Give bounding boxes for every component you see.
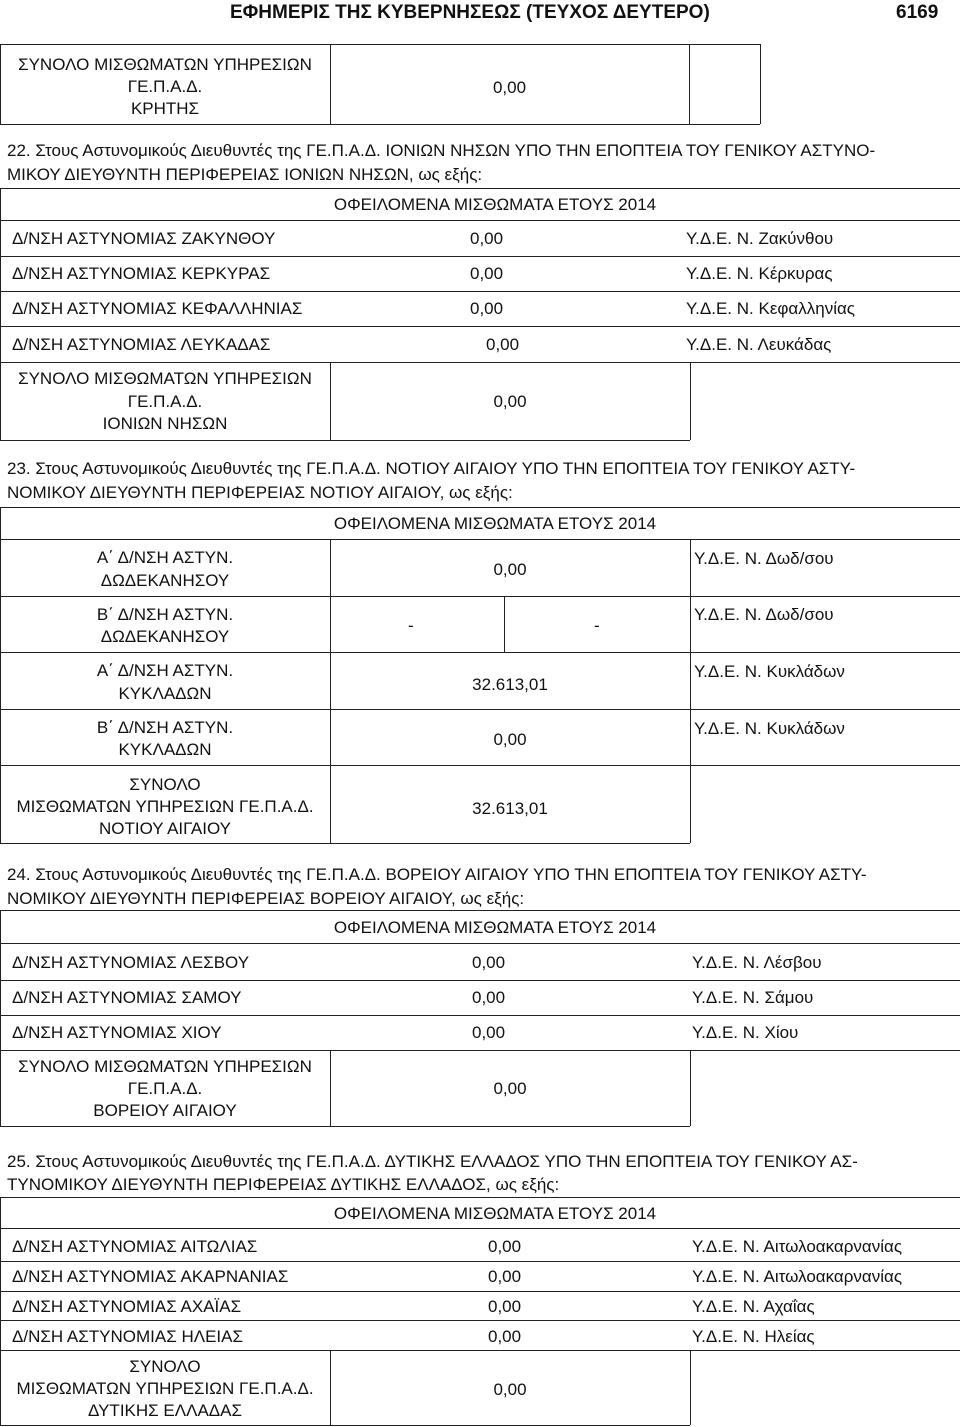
table-row-name: Δ/ΝΣΗ ΑΣΤΥΝΟΜΙΑΣ ΧΙΟΥ — [12, 1023, 222, 1042]
table-row-amount: 0,00 — [470, 264, 504, 283]
table-row-amount: 0,00 — [470, 299, 504, 318]
section-25-heading: ΤΥΝΟΜΙΚΟΥ ΔΙΕΥΘΥΝΤΗ ΠΕΡΙΦΕΡΕΙΑΣ ΔΥΤΙΚΗΣ ΕΛΛΑΔΟΣ, ως εξής: — [7, 1175, 560, 1194]
table-row-amount: 0,00 — [488, 1237, 522, 1256]
table-row-amount: 32.613,01 — [472, 675, 548, 694]
table-row-office: Υ.Δ.Ε. Ν. Κέρκυρας — [686, 264, 833, 283]
section-23-total-label: ΜΙΣΘΩΜΑΤΩΝ ΥΠΗΡΕΣΙΩΝ ΓΕ.Π.Α.Δ. — [16, 797, 314, 816]
table-row-name: Δ/ΝΣΗ ΑΣΤΥΝΟΜΙΑΣ ΛΕΣΒΟΥ — [12, 953, 250, 972]
table-row-name: Δ/ΝΣΗ ΑΣΤΥΝΟΜΙΑΣ ΚΕΦΑΛΛΗΝΙΑΣ — [12, 299, 303, 318]
table-row-office: Υ.Δ.Ε. Ν. Αιτωλοακαρνανίας — [692, 1237, 903, 1256]
section-22-total-value: 0,00 — [493, 392, 527, 411]
table-row-office: Υ.Δ.Ε. Ν. Χίου — [692, 1023, 799, 1042]
section-25-column-header: ΟΦΕΙΛΟΜΕΝΑ ΜΙΣΘΩΜΑΤΑ ΕΤΟΥΣ 2014 — [333, 1204, 657, 1223]
crete-total-label: ΚΡΗΤΗΣ — [130, 99, 200, 118]
table-row-amount: 0,00 — [472, 1023, 506, 1042]
table-row-name: Δ/ΝΣΗ ΑΣΤΥΝΟΜΙΑΣ ΑΚΑΡΝΑΝΙΑΣ — [12, 1267, 289, 1286]
section-25-total-label: ΣΥΝΟΛΟ — [129, 1357, 201, 1376]
section-25-heading: 25. Στους Αστυνομικούς Διευθυντές της ΓΕ.Π.Α.Δ. ΔΥΤΙΚΗΣ ΕΛΛΑΔΟΣ ΥΠΟ ΤΗΝ ΕΠΟΠΤΕΙΑ ΤΟΥ ΓΕΝΙΚΟΥ ΑΣ- — [7, 1152, 858, 1171]
table-row-amount: 0,00 — [488, 1327, 522, 1346]
section-23-heading: 23. Στους Αστυνομικούς Διευθυντές της ΓΕ.Π.Α.Δ. ΝΟΤΙΟΥ ΑΙΓΑΙΟΥ ΥΠΟ ΤΗΝ ΕΠΟΠΤΕΙΑ ΤΟΥ ΓΕΝΙΚΟΥ ΑΣΤΥ- — [7, 459, 856, 478]
table-row-amount: 0,00 — [488, 1297, 522, 1316]
table-row-amount: 0,00 — [488, 1267, 522, 1286]
table-row-name: Δ/ΝΣΗ ΑΣΤΥΝΟΜΙΑΣ ΑΧΑΪΑΣ — [12, 1297, 242, 1316]
section-23-total-value: 32.613,01 — [472, 799, 548, 818]
section-23-total-label: ΣΥΝΟΛΟ — [129, 775, 201, 794]
table-row-name: Δ/ΝΣΗ ΑΣΤΥΝΟΜΙΑΣ ΛΕΥΚΑΔΑΣ — [12, 335, 271, 354]
section-23-column-header: ΟΦΕΙΛΟΜΕΝΑ ΜΙΣΘΩΜΑΤΑ ΕΤΟΥΣ 2014 — [333, 514, 657, 533]
section-22-total-label: ΓΕ.Π.Α.Δ. — [127, 392, 203, 411]
section-23-heading: ΝΟΜΙΚΟΥ ΔΙΕΥΘΥΝΤΗ ΠΕΡΙΦΕΡΕΙΑΣ ΝΟΤΙΟΥ ΑΙΓΑΙΟΥ, ως εξής: — [7, 483, 513, 502]
table-row-office: Υ.Δ.Ε. Ν. Ζακύνθου — [686, 229, 834, 248]
table-row-office: Υ.Δ.Ε. Ν. Ηλείας — [692, 1327, 815, 1346]
section-22-heading: 22. Στους Αστυνομικούς Διευθυντές της ΓΕ.Π.Α.Δ. ΙΟΝΙΩΝ ΝΗΣΩΝ ΥΠΟ ΤΗΝ ΕΠΟΠΤΕΙΑ ΤΟΥ ΓΕΝΙΚΟΥ ΑΣΤΥΝΟ- — [7, 141, 876, 160]
table-row-office: Υ.Δ.Ε. Ν. Κυκλάδων — [694, 662, 845, 681]
gazette-title: ΕΦΗΜΕΡΙΣ ΤΗΣ ΚΥΒΕΡΝΗΣΕΩΣ (ΤΕΥΧΟΣ ΔΕΥΤΕΡΟ) — [230, 2, 710, 23]
section-22-column-header: ΟΦΕΙΛΟΜΕΝΑ ΜΙΣΘΩΜΑΤΑ ΕΤΟΥΣ 2014 — [333, 195, 657, 214]
table-row-name: Α΄ Δ/ΝΣΗ ΑΣΤΥΝ. — [96, 661, 234, 680]
section-24-heading: 24. Στους Αστυνομικούς Διευθυντές της ΓΕ.Π.Α.Δ. ΒΟΡΕΙΟΥ ΑΙΓΑΙΟΥ ΥΠΟ ΤΗΝ ΕΠΟΠΤΕΙΑ ΤΟΥ ΓΕΝΙΚΟΥ ΑΣΤΥ- — [7, 865, 867, 884]
table-row-amount: 0,00 — [472, 953, 506, 972]
table-row-office: Υ.Δ.Ε. Ν. Αχαΐας — [692, 1297, 815, 1316]
table-row-office: Υ.Δ.Ε. Ν. Λευκάδας — [686, 335, 832, 354]
table-row-name: Δ/ΝΣΗ ΑΣΤΥΝΟΜΙΑΣ ΣΑΜΟΥ — [12, 988, 242, 1007]
table-row-dash: - — [594, 616, 600, 635]
table-row-amount: 0,00 — [486, 335, 520, 354]
section-24-total-label: ΓΕ.Π.Α.Δ. — [127, 1079, 203, 1098]
section-24-total-label: ΣΥΝΟΛΟ ΜΙΣΘΩΜΑΤΩΝ ΥΠΗΡΕΣΙΩΝ — [18, 1057, 312, 1076]
section-22-total-label: ΣΥΝΟΛΟ ΜΙΣΘΩΜΑΤΩΝ ΥΠΗΡΕΣΙΩΝ — [18, 369, 312, 388]
table-row-name: Δ/ΝΣΗ ΑΣΤΥΝΟΜΙΑΣ ΚΕΡΚΥΡΑΣ — [12, 264, 271, 283]
section-24-total-label: ΒΟΡΕΙΟΥ ΑΙΓΑΙΟΥ — [93, 1101, 237, 1120]
table-row-office: Υ.Δ.Ε. Ν. Δωδ/σου — [694, 605, 834, 624]
crete-total-label: ΓΕ.Π.Α.Δ. — [127, 77, 203, 96]
table-row-office: Υ.Δ.Ε. Ν. Σάμου — [692, 988, 814, 1007]
section-22-heading: ΜΙΚΟΥ ΔΙΕΥΘΥΝΤΗ ΠΕΡΙΦΕΡΕΙΑΣ ΙΟΝΙΩΝ ΝΗΣΩΝ, ως εξής: — [7, 165, 483, 184]
table-row-amount: 0,00 — [493, 560, 527, 579]
table-row-amount: 0,00 — [472, 988, 506, 1007]
section-25-total-label: ΜΙΣΘΩΜΑΤΩΝ ΥΠΗΡΕΣΙΩΝ ΓΕ.Π.Α.Δ. — [16, 1379, 314, 1398]
table-row-name: ΚΥΚΛΑΔΩΝ — [118, 740, 212, 759]
section-23-total-label: ΝΟΤΙΟΥ ΑΙΓΑΙΟΥ — [98, 819, 232, 838]
table-row-name: Α΄ Δ/ΝΣΗ ΑΣΤΥΝ. — [96, 548, 234, 567]
table-row-office: Υ.Δ.Ε. Ν. Κεφαλληνίας — [686, 299, 855, 318]
section-24-heading: ΝΟΜΙΚΟΥ ΔΙΕΥΘΥΝΤΗ ΠΕΡΙΦΕΡΕΙΑΣ ΒΟΡΕΙΟΥ ΑΙΓΑΙΟΥ, ως εξής: — [7, 889, 525, 908]
crete-total-value: 0,00 — [492, 78, 527, 97]
table-row-name: Β΄ Δ/ΝΣΗ ΑΣΤΥΝ. — [96, 718, 234, 737]
table-row-name: Δ/ΝΣΗ ΑΣΤΥΝΟΜΙΑΣ ΗΛΕΙΑΣ — [12, 1327, 243, 1346]
section-25-total-label: ΔΥΤΙΚΗΣ ΕΛΛΑΔΑΣ — [88, 1401, 242, 1420]
section-25-total-value: 0,00 — [493, 1380, 527, 1399]
page-number: 6169 — [896, 2, 939, 23]
section-24-column-header: ΟΦΕΙΛΟΜΕΝΑ ΜΙΣΘΩΜΑΤΑ ΕΤΟΥΣ 2014 — [333, 918, 657, 937]
table-row-office: Υ.Δ.Ε. Ν. Δωδ/σου — [694, 549, 834, 568]
table-row-name: Δ/ΝΣΗ ΑΣΤΥΝΟΜΙΑΣ ΑΙΤΩΛΙΑΣ — [12, 1237, 258, 1256]
table-row-name: Β΄ Δ/ΝΣΗ ΑΣΤΥΝ. — [96, 605, 234, 624]
crete-total-label: ΣΥΝΟΛΟ ΜΙΣΘΩΜΑΤΩΝ ΥΠΗΡΕΣΙΩΝ — [18, 55, 312, 74]
table-row-amount: 0,00 — [470, 229, 504, 248]
table-row-amount: 0,00 — [493, 730, 527, 749]
section-22-total-label: ΙΟΝΙΩΝ ΝΗΣΩΝ — [102, 414, 228, 433]
table-row-office: Υ.Δ.Ε. Ν. Κυκλάδων — [694, 719, 845, 738]
table-row-office: Υ.Δ.Ε. Ν. Λέσβου — [692, 953, 822, 972]
table-row-name: ΚΥΚΛΑΔΩΝ — [118, 684, 212, 703]
table-row-name: ΔΩΔΕΚΑΝΗΣΟΥ — [100, 571, 230, 590]
table-row-dash: - — [408, 616, 414, 635]
table-row-name: ΔΩΔΕΚΑΝΗΣΟΥ — [100, 627, 230, 646]
section-24-total-value: 0,00 — [493, 1079, 527, 1098]
table-row-office: Υ.Δ.Ε. Ν. Αιτωλοακαρνανίας — [692, 1267, 903, 1286]
table-row-name: Δ/ΝΣΗ ΑΣΤΥΝΟΜΙΑΣ ΖΑΚΥΝΘΟΥ — [12, 229, 276, 248]
